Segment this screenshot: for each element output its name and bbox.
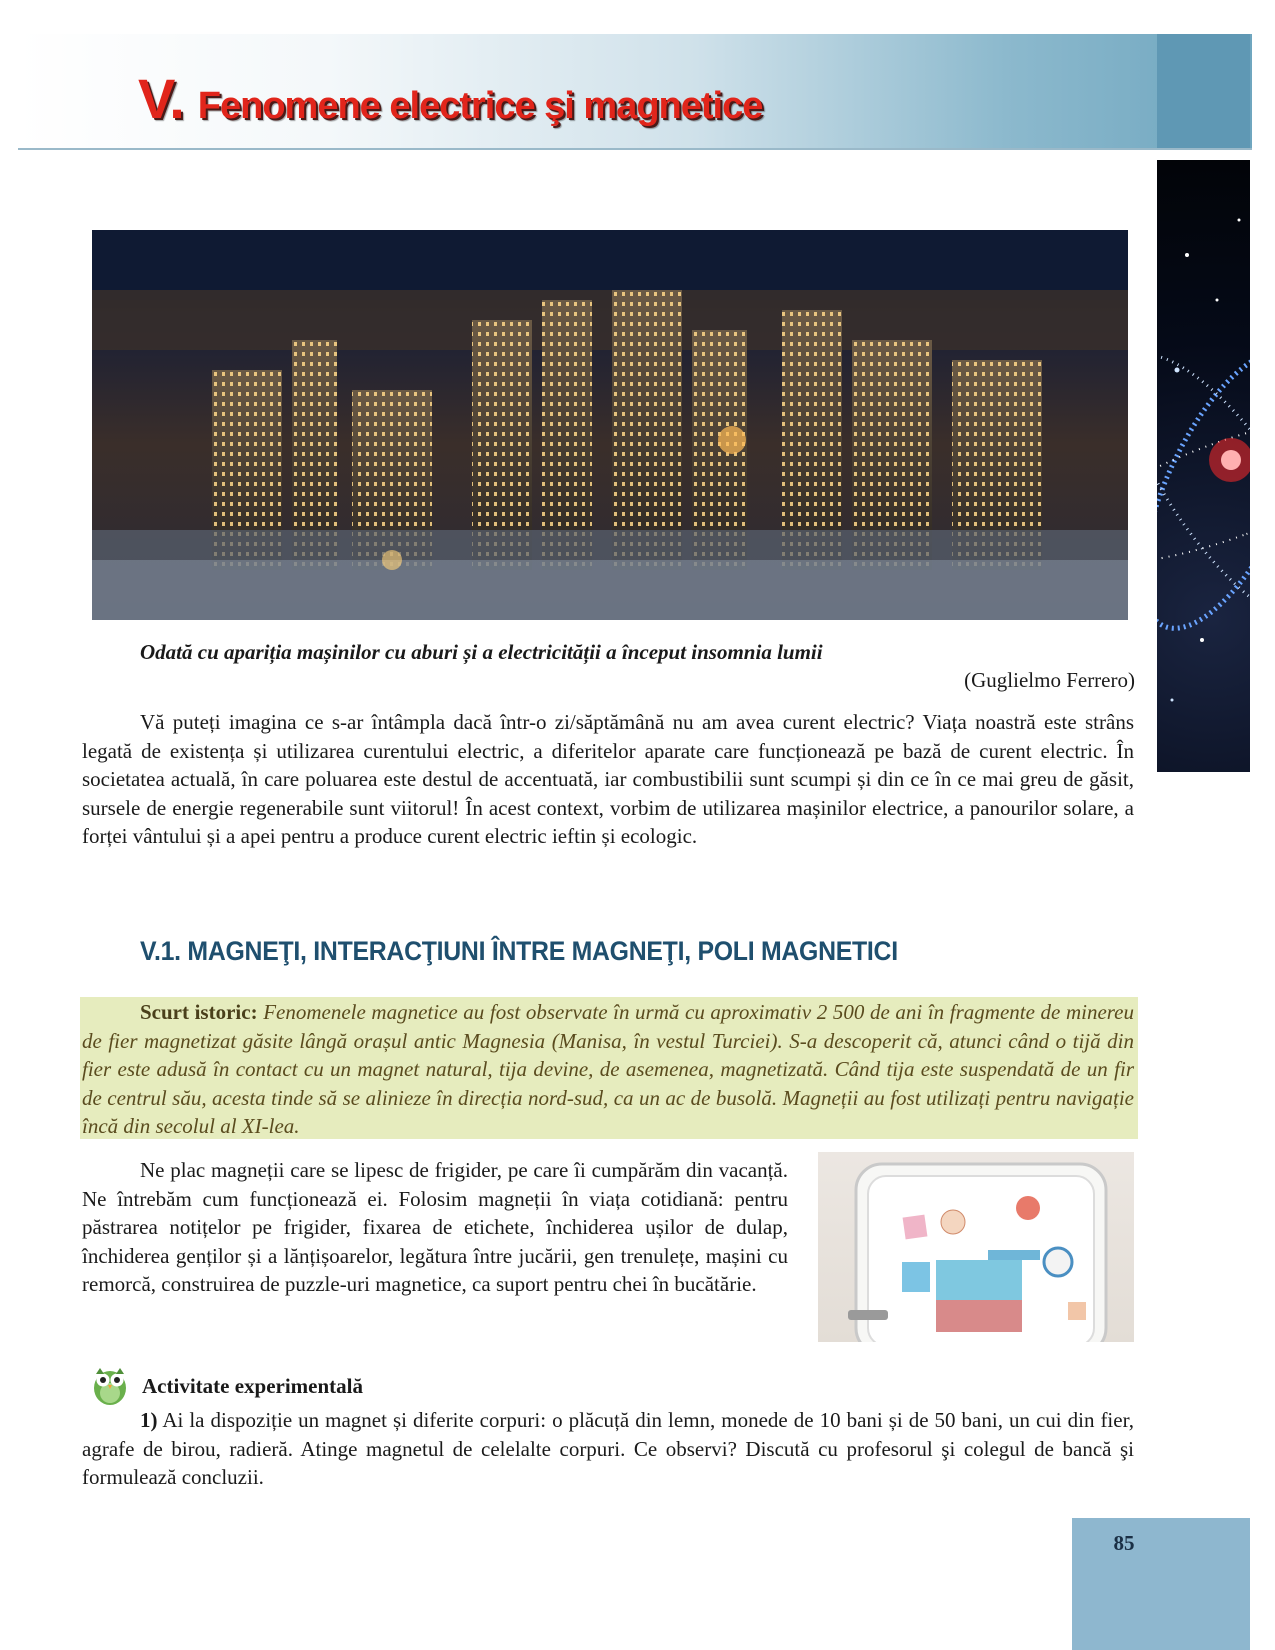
chapter-number: V. [138, 67, 184, 130]
history-paragraph [82, 998, 1134, 1141]
header-divider [18, 148, 1252, 150]
chapter-name: Fenomene electrice şi magnetice [197, 85, 763, 127]
activity-item-number: 1) [140, 1408, 158, 1432]
quote-author: (Guglielmo Ferrero) [964, 668, 1135, 692]
activity-item-text: Ai la dispoziție un magnet și diferite corpuri: o plăcuță din lemn, monede de 10 bani și de 50 bani, un cui din fier, agrafe de birou, radieră. Atinge magnetul de celelalte corpuri. Ce observi? Discută cu profesorul şi colegul de bancă şi formulează concluzii. [82, 1408, 1134, 1490]
page-number: 85 [1113, 1531, 1135, 1555]
activity-paragraph [82, 1406, 1134, 1492]
intro-paragraph: Vă puteți imagina ce s-ar întâmpla dacă într-o zi/săptămână nu am avea curent electric? Viața noastră este strâns legată de existența și utilizarea curentului electric, a diferitelor aparate care funcționează pe bază de curent electric. În societatea actuală, în care poluarea este destul de accentuată, iar combustibilii sunt scumpi și din ce în ce mai greu de găsit, sursele de energie regenerabile sunt viitorul! În acest context, vorbim de utilizarea mașinilor electrice, a panourilor solare, a forței vântului și a apei pentru a produce curent electric ieftin și ecologic. [82, 710, 1134, 849]
history-text: Fenomenele magnetice au fost observate în urmă cu aproximativ 2 500 de ani în fragmente de minereu de fier magnetizat găsite lângă orașul antic Magnesia (Manisa, în vestul Turciei). S-a descoperit că, atunci când o tijă din fier este adusă în contact cu un magnet natural, tija devine, de asemenea, magnetizată. Când tija este suspendată de un fir de centrul său, acesta tinde să se alinieze în direcția nord-sud, ca un ac de busolă. Magneții au fost utilizați pentru navigație încă din secolul al XI-lea. [82, 1000, 1134, 1139]
owl-icon [86, 1360, 134, 1408]
chapter-title [138, 66, 762, 146]
fridge-with-magnets-photo [818, 1152, 1134, 1342]
history-lead: Scurt istoric: [140, 1000, 258, 1024]
fridge-paragraph: Ne plac magneții care se lipesc de frigider, pe care îi cumpărăm din vacanță. Ne întrebăm cum funcționează ei. Folosim magneții în viața cotidiană: pentru păstrarea notițelor pe frigider, fixarea de etichete, închiderea ușilor de dulap, închiderea genților și a lănțișoarelor, legătura între jucării, gen trenulețe, mașini cu remorcă, construirea de puzzle-uri magnetice, ca suport pentru chei în bucătărie. [82, 1158, 788, 1297]
quote-text: Odată cu apariția mașinilor cu aburi și a electricității a început insomnia lumii [140, 640, 823, 664]
header-tab [1157, 34, 1250, 148]
section-title: V.1. MAGNEŢI, INTERACŢIUNI ÎNTRE MAGNEŢI, POLI MAGNETICI [140, 936, 898, 966]
activity-title: Activitate experimentală [142, 1374, 364, 1398]
atom-sparkles-decoration [1157, 160, 1250, 772]
city-night-skyline-photo [92, 230, 1128, 620]
